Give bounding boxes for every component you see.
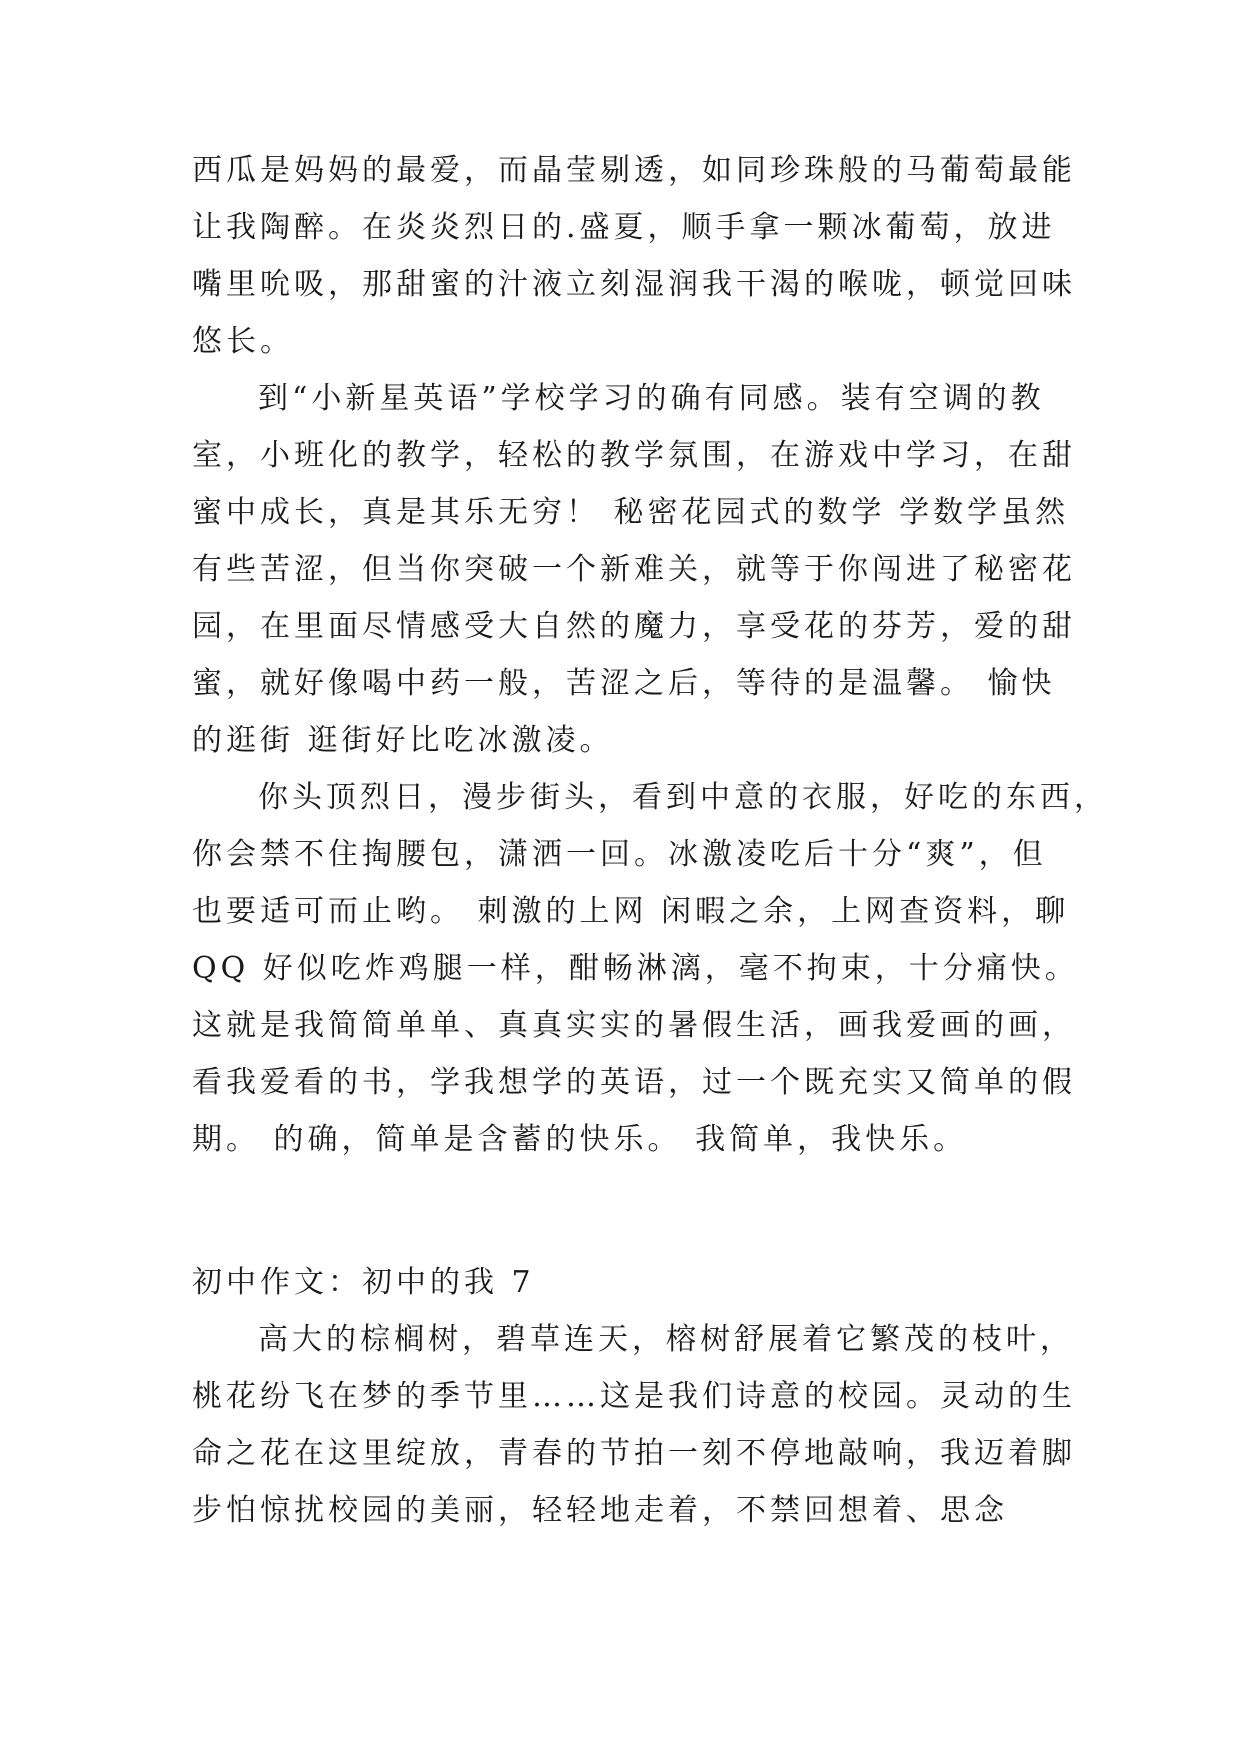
paragraph-line: 有些苦涩，但当你突破一个新难关，就等于你闯进了秘密花 <box>192 552 1076 587</box>
paragraph-line: 嘴里吮吸，那甜蜜的汁液立刻湿润我干渴的喉咙，顿觉回味 <box>192 267 1076 302</box>
paragraph-2 <box>192 370 1076 769</box>
paragraph-line: 高大的棕榈树，碧草连天，榕树舒展着它繁茂的枝叶， <box>258 1322 1074 1357</box>
paragraph-line: 步怕惊扰校园的美丽，轻轻地走着，不禁回想着、思念 <box>192 1493 1008 1528</box>
paragraph-line: 园，在里面尽情感受大自然的魔力，享受花的芬芳，爱的甜 <box>192 609 1076 644</box>
section-title-block <box>192 1254 1062 1311</box>
paragraph-1 <box>192 142 1076 370</box>
paragraph-3 <box>192 769 1108 1168</box>
paragraph-line: 室，小班化的教学，轻松的教学氛围，在游戏中学习，在甜 <box>192 438 1076 473</box>
paragraph-line: 这就是我简简单单、真真实实的暑假生活，画我爱画的画， <box>192 1008 1076 1043</box>
section-title: 初中作文：初中的我 7 <box>192 1265 535 1300</box>
paragraph-line: 蜜，就好像喝中药一般，苦涩之后，等待的是温馨。 愉快 <box>192 666 1056 701</box>
paragraph-line: 到“小新星英语”学校学习的确有同感。装有空调的教 <box>258 381 1045 416</box>
paragraph-line: 西瓜是妈妈的最爱，而晶莹剔透，如同珍珠般的马葡萄最能 <box>192 153 1076 188</box>
paragraph-line: 的逛街 逛街好比吃冰激凌。 <box>192 723 614 758</box>
paragraph-4 <box>192 1311 1076 1539</box>
paragraph-line: 看我爱看的书，学我想学的英语，过一个既充实又简单的假 <box>192 1065 1076 1100</box>
paragraph-line: 你会禁不住掏腰包，潇洒一回。冰激凌吃后十分“爽”，但 <box>192 837 1047 872</box>
paragraph-line: 悠长。 <box>192 324 294 359</box>
paragraph-line: 桃花纷飞在梦的季节里……这是我们诗意的校园。灵动的生 <box>192 1379 1076 1414</box>
paragraph-line: 命之花在这里绽放，青春的节拍一刻不停地敲响，我迈着脚 <box>192 1436 1076 1471</box>
paragraph-line: 期。 的确，简单是含蓄的快乐。 我简单，我快乐。 <box>192 1122 968 1157</box>
paragraph-line: 你头顶烈日，漫步街头，看到中意的衣服，好吃的东西， <box>258 780 1108 815</box>
paragraph-line: 也要适可而止哟。 刺激的上网 闲暇之余，上网查资料，聊 <box>192 894 1070 929</box>
paragraph-line: 蜜中成长，真是其乐无穷！ 秘密花园式的数学 学数学虽然 <box>192 495 1070 530</box>
paragraph-line: 让我陶醉。在炎炎烈日的.盛夏，顺手拿一颗冰葡萄，放进 <box>192 210 1056 245</box>
paragraph-line: QQ 好似吃炸鸡腿一样，酣畅淋漓，毫不拘束，十分痛快。 <box>192 951 1079 986</box>
